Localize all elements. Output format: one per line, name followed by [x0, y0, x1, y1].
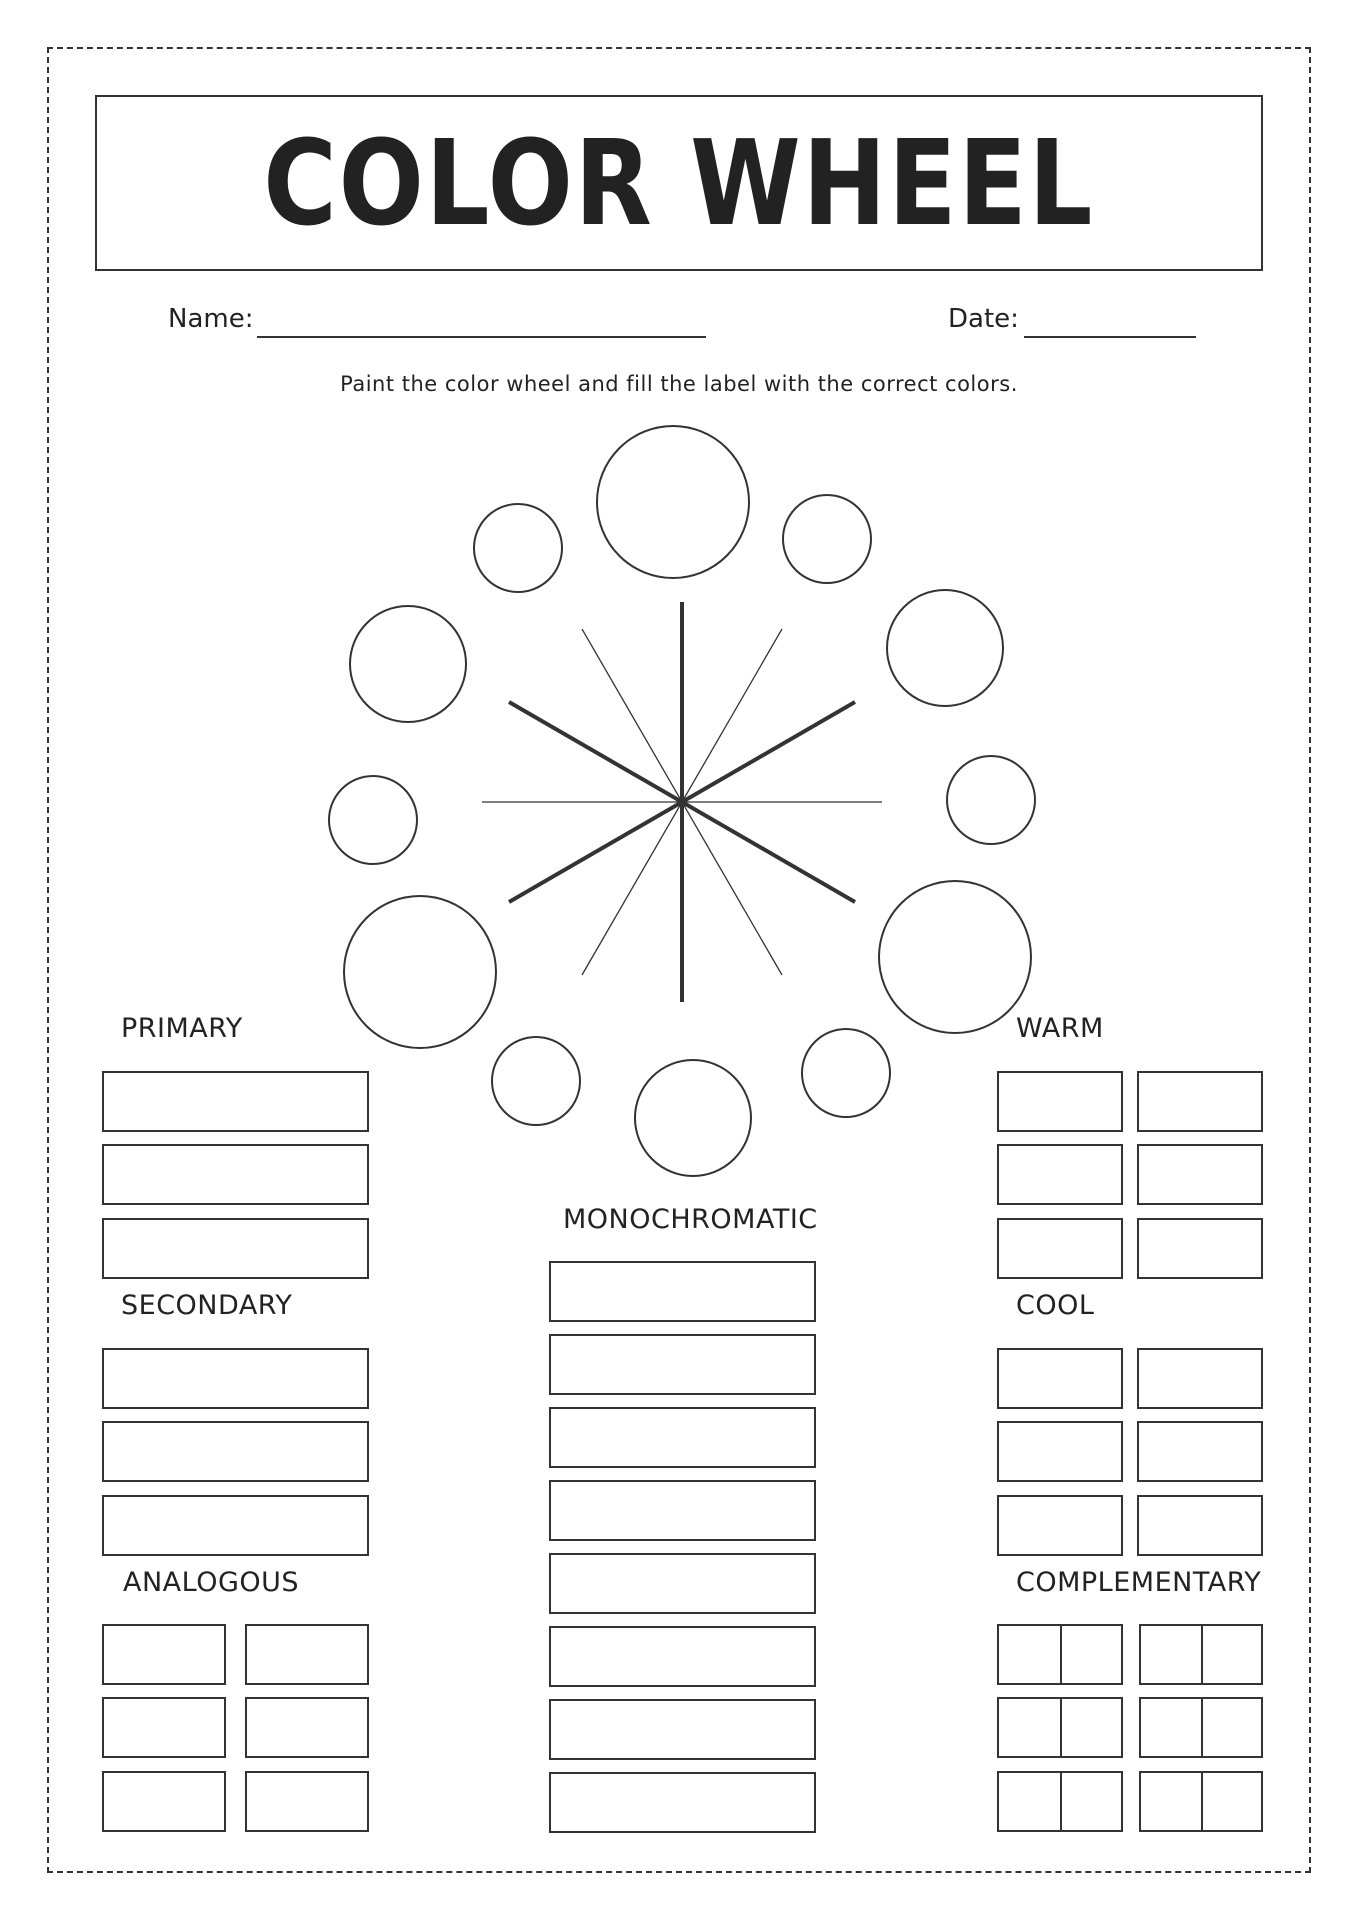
wheel-circle[interactable]	[802, 1029, 890, 1117]
cool-box[interactable]	[1137, 1421, 1263, 1482]
analogous-box[interactable]	[102, 1624, 226, 1685]
wheel-circle[interactable]	[783, 495, 871, 583]
primary-box[interactable]	[102, 1071, 369, 1132]
wheel-circle[interactable]	[597, 426, 749, 578]
date-label: Date:	[948, 304, 1019, 334]
warm-box[interactable]	[997, 1071, 1123, 1132]
analogous-label: ANALOGOUS	[123, 1567, 300, 1598]
cool-box[interactable]	[1137, 1495, 1263, 1556]
instruction-text: Paint the color wheel and fill the label with the correct colors.	[340, 372, 1018, 396]
monochromatic-box[interactable]	[549, 1553, 816, 1614]
monochromatic-box[interactable]	[549, 1699, 816, 1760]
warm-box[interactable]	[1137, 1071, 1263, 1132]
monochromatic-label: MONOCHROMATIC	[563, 1204, 818, 1235]
cool-box[interactable]	[997, 1495, 1123, 1556]
wheel-circle[interactable]	[635, 1060, 751, 1176]
wheel-circle[interactable]	[350, 606, 466, 722]
wheel-circle[interactable]	[344, 896, 496, 1048]
analogous-box[interactable]	[102, 1697, 226, 1758]
secondary-box[interactable]	[102, 1348, 369, 1409]
complementary-box[interactable]	[1139, 1624, 1263, 1685]
primary-box[interactable]	[102, 1144, 369, 1205]
cool-box[interactable]	[997, 1421, 1123, 1482]
wheel-circle[interactable]	[474, 504, 562, 592]
monochromatic-box[interactable]	[549, 1407, 816, 1468]
monochromatic-box[interactable]	[549, 1261, 816, 1322]
warm-label: WARM	[1016, 1013, 1104, 1044]
complementary-label: COMPLEMENTARY	[1016, 1567, 1262, 1598]
wheel-circle[interactable]	[492, 1037, 580, 1125]
name-label: Name:	[168, 304, 254, 334]
complementary-box[interactable]	[997, 1697, 1123, 1758]
secondary-label: SECONDARY	[121, 1290, 293, 1321]
complementary-box[interactable]	[1139, 1771, 1263, 1832]
monochromatic-box[interactable]	[549, 1772, 816, 1833]
complementary-box[interactable]	[997, 1771, 1123, 1832]
complementary-box[interactable]	[997, 1624, 1123, 1685]
warm-box[interactable]	[997, 1144, 1123, 1205]
cool-box[interactable]	[1137, 1348, 1263, 1409]
analogous-box[interactable]	[245, 1771, 369, 1832]
analogous-box[interactable]	[245, 1624, 369, 1685]
primary-label: PRIMARY	[121, 1013, 243, 1044]
monochromatic-box[interactable]	[549, 1626, 816, 1687]
wheel-circle[interactable]	[879, 881, 1031, 1033]
monochromatic-box[interactable]	[549, 1334, 816, 1395]
secondary-box[interactable]	[102, 1421, 369, 1482]
cool-label: COOL	[1016, 1290, 1095, 1321]
analogous-box[interactable]	[102, 1771, 226, 1832]
complementary-box[interactable]	[1139, 1697, 1263, 1758]
warm-box[interactable]	[1137, 1218, 1263, 1279]
secondary-box[interactable]	[102, 1495, 369, 1556]
page-title: COLOR WHEEL	[263, 114, 1095, 252]
warm-box[interactable]	[997, 1218, 1123, 1279]
wheel-circle[interactable]	[887, 590, 1003, 706]
warm-box[interactable]	[1137, 1144, 1263, 1205]
analogous-box[interactable]	[245, 1697, 369, 1758]
cool-box[interactable]	[997, 1348, 1123, 1409]
wheel-circle[interactable]	[329, 776, 417, 864]
monochromatic-box[interactable]	[549, 1480, 816, 1541]
primary-box[interactable]	[102, 1218, 369, 1279]
wheel-circle[interactable]	[947, 756, 1035, 844]
